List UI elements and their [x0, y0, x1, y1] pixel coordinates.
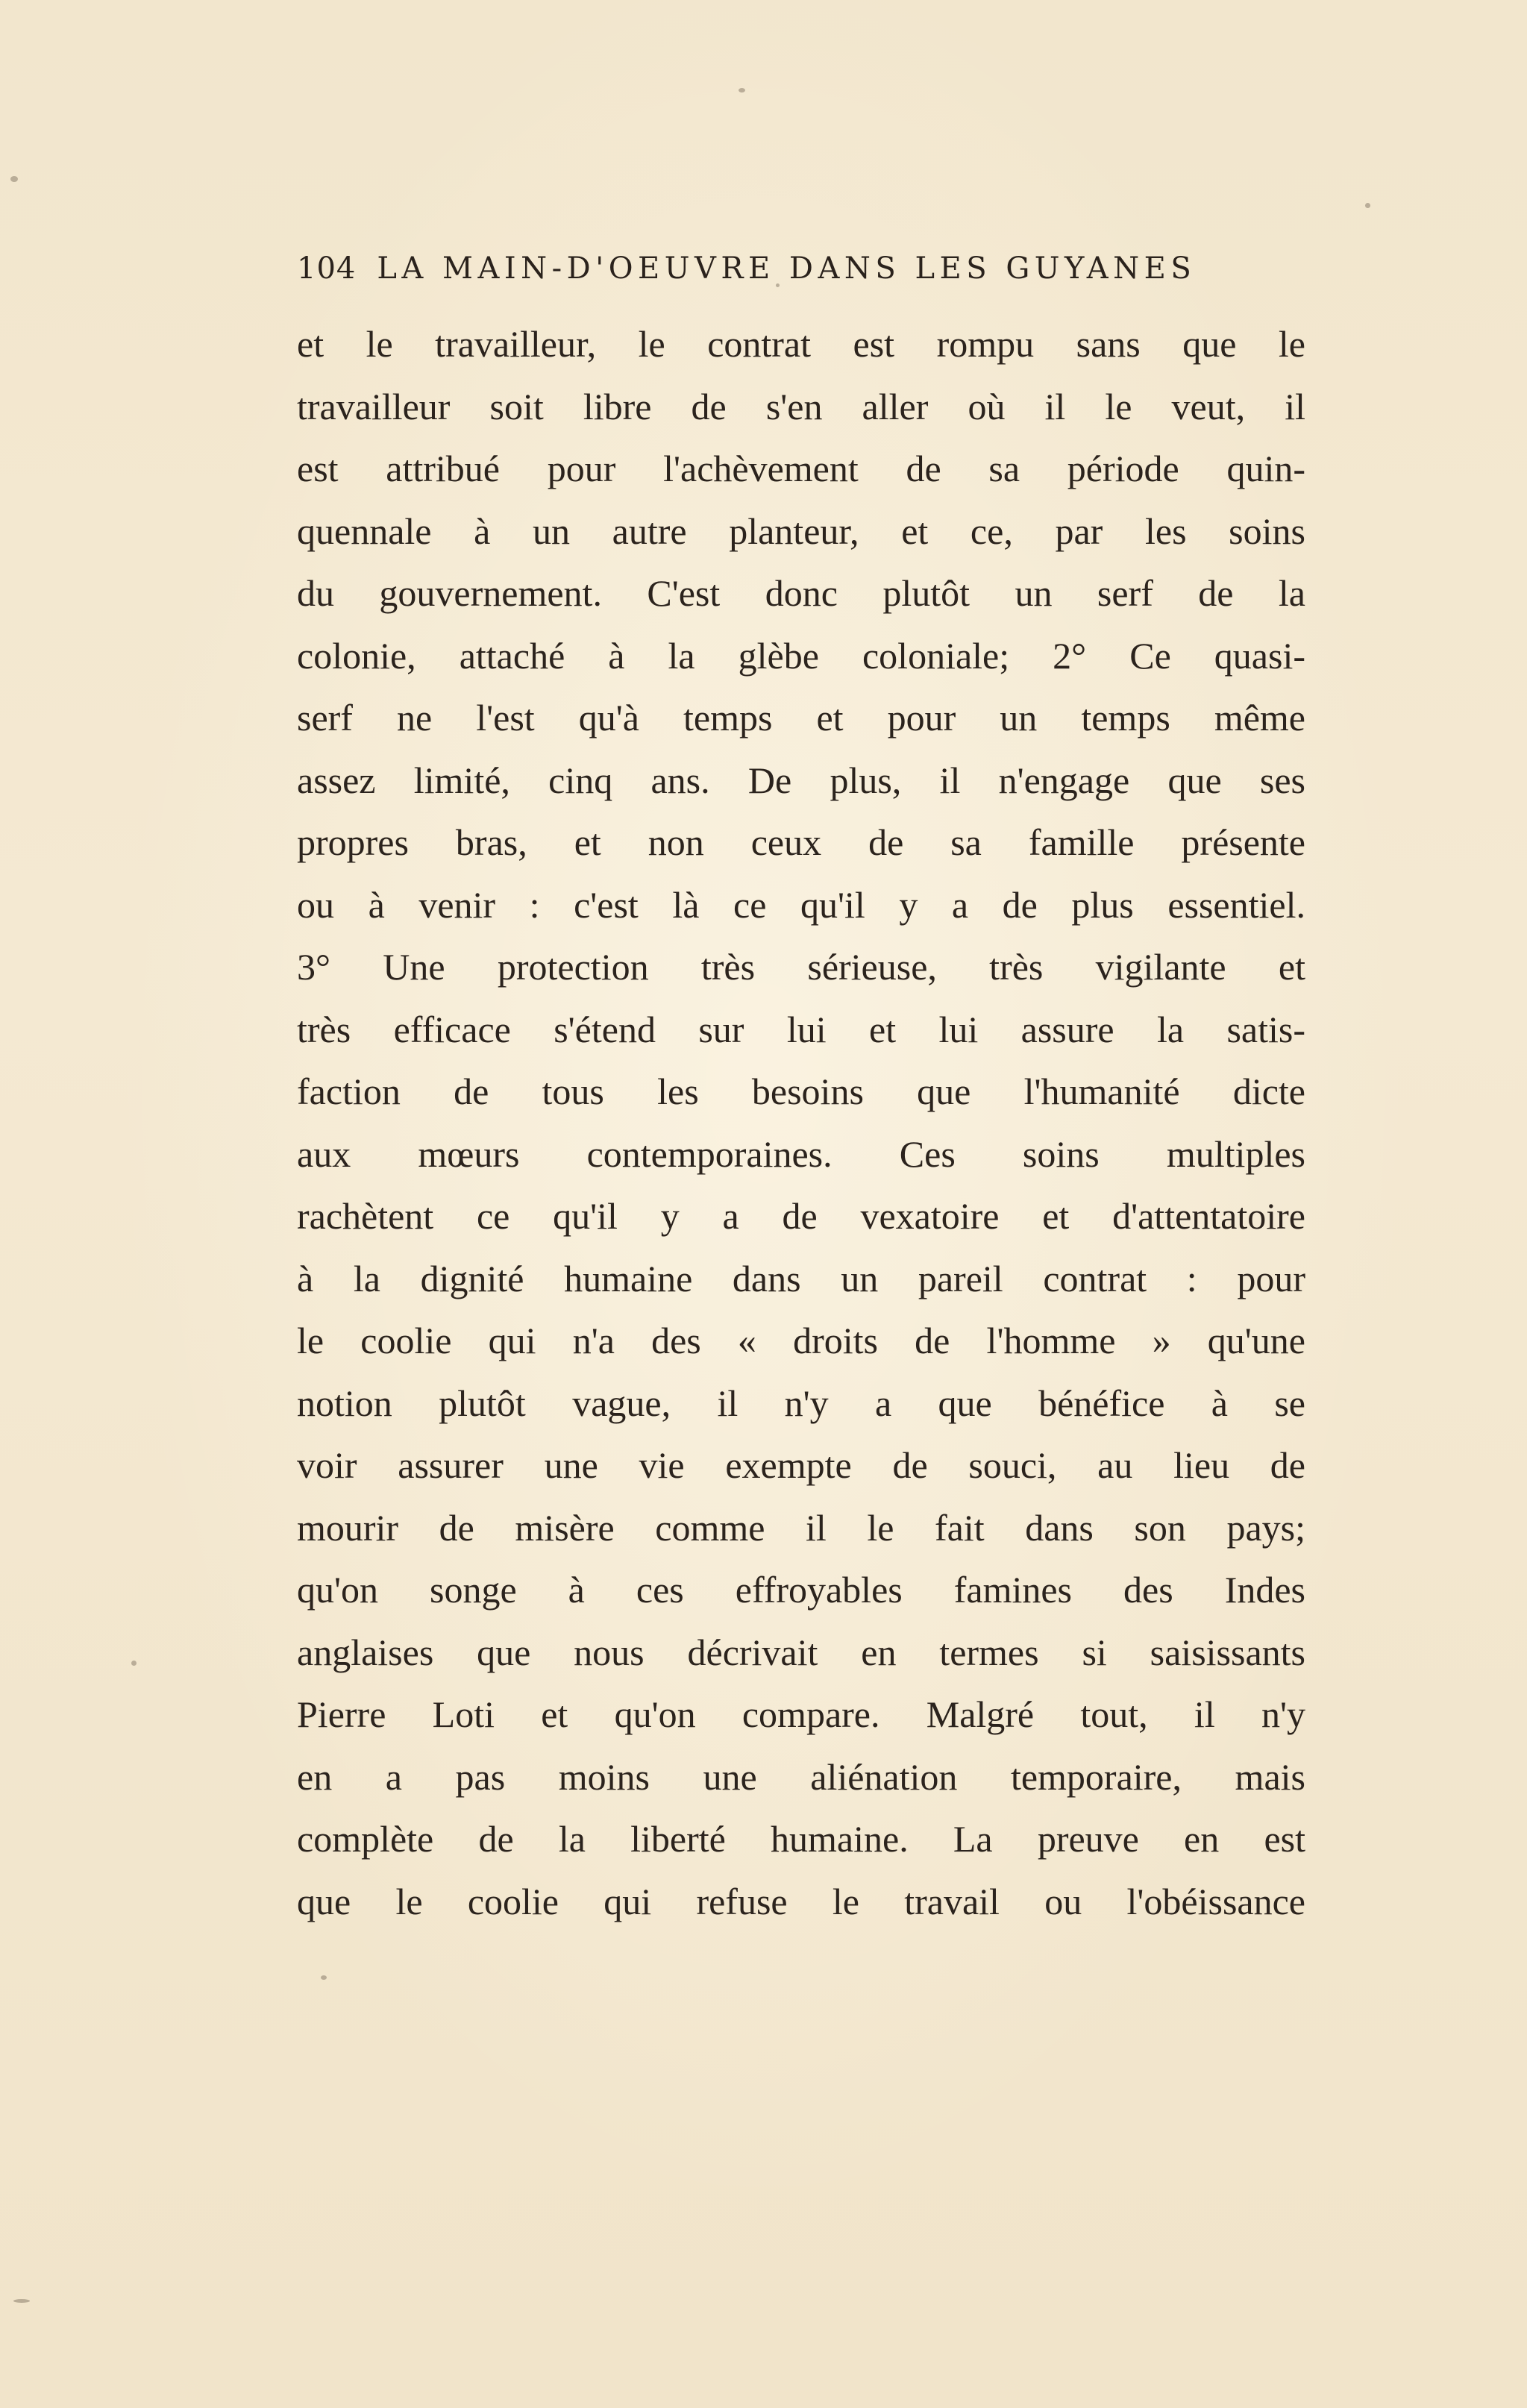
text-line: colonie, attaché à la glèbe coloniale; 2° Ce quasi-	[297, 634, 1305, 677]
text-line: Pierre Loti et qu'on compare. Malgré tout, il n'y	[297, 1693, 1305, 1735]
running-title: LA MAIN-D'OEUVRE DANS LES GUYANES	[377, 251, 1197, 286]
text-line: propres bras, et non ceux de sa famille présente	[297, 821, 1305, 863]
text-line: et le travailleur, le contrat est rompu sans que le	[297, 323, 1305, 365]
text-line: voir assurer une vie exempte de souci, au lieu de	[297, 1444, 1305, 1486]
text-line: à la dignité humaine dans un pareil contrat : pour	[297, 1257, 1305, 1299]
paper-speck	[739, 88, 745, 93]
text-line: qu'on songe à ces effroyables famines des Indes	[297, 1569, 1305, 1611]
text-line: faction de tous les besoins que l'humanité dicte	[297, 1070, 1305, 1112]
text-line: 3° Une protection très sérieuse, très vigilante et	[297, 946, 1305, 988]
text-line: rachètent ce qu'il y a de vexatoire et d'attentatoire	[297, 1195, 1305, 1237]
body-text	[297, 313, 1305, 1933]
running-head	[297, 246, 1229, 291]
paper-speck	[13, 2299, 30, 2303]
text-line: anglaises que nous décrivait en termes si saisissants	[297, 1631, 1305, 1673]
text-line: mourir de misère comme il le fait dans son pays;	[297, 1506, 1305, 1549]
text-line: que le coolie qui refuse le travail ou l'obéissance	[297, 1880, 1305, 1922]
paper-speck	[1365, 203, 1370, 208]
text-line: assez limité, cinq ans. De plus, il n'engage que ses	[297, 759, 1305, 801]
text-line: est attribué pour l'achèvement de sa période quin-	[297, 448, 1305, 489]
text-line: le coolie qui n'a des « droits de l'homme » qu'une	[297, 1320, 1305, 1361]
paper-speck	[10, 176, 18, 182]
paper-speck	[131, 1661, 137, 1666]
text-line: du gouvernement. C'est donc plutôt un serf de la	[297, 572, 1305, 614]
page-number: 104	[297, 251, 357, 286]
text-line: complète de la liberté humaine. La preuve en est	[297, 1818, 1305, 1860]
text-line: notion plutôt vague, il n'y a que bénéfice à se	[297, 1382, 1305, 1424]
text-line: aux mœurs contemporaines. Ces soins multiples	[297, 1132, 1305, 1175]
text-line: très efficace s'étend sur lui et lui assure la satis-	[297, 1008, 1305, 1050]
text-line: quennale à un autre planteur, et ce, par les soins	[297, 509, 1305, 552]
text-line: en a pas moins une aliénation temporaire, mais	[297, 1755, 1305, 1798]
text-line: serf ne l'est qu'à temps et pour un temps même	[297, 697, 1305, 739]
text-line: ou à venir : c'est là ce qu'il y a de plus essentiel.	[297, 883, 1305, 926]
paper-speck	[321, 1975, 327, 1980]
text-line: travailleur soit libre de s'en aller où il le veut, il	[297, 385, 1305, 427]
